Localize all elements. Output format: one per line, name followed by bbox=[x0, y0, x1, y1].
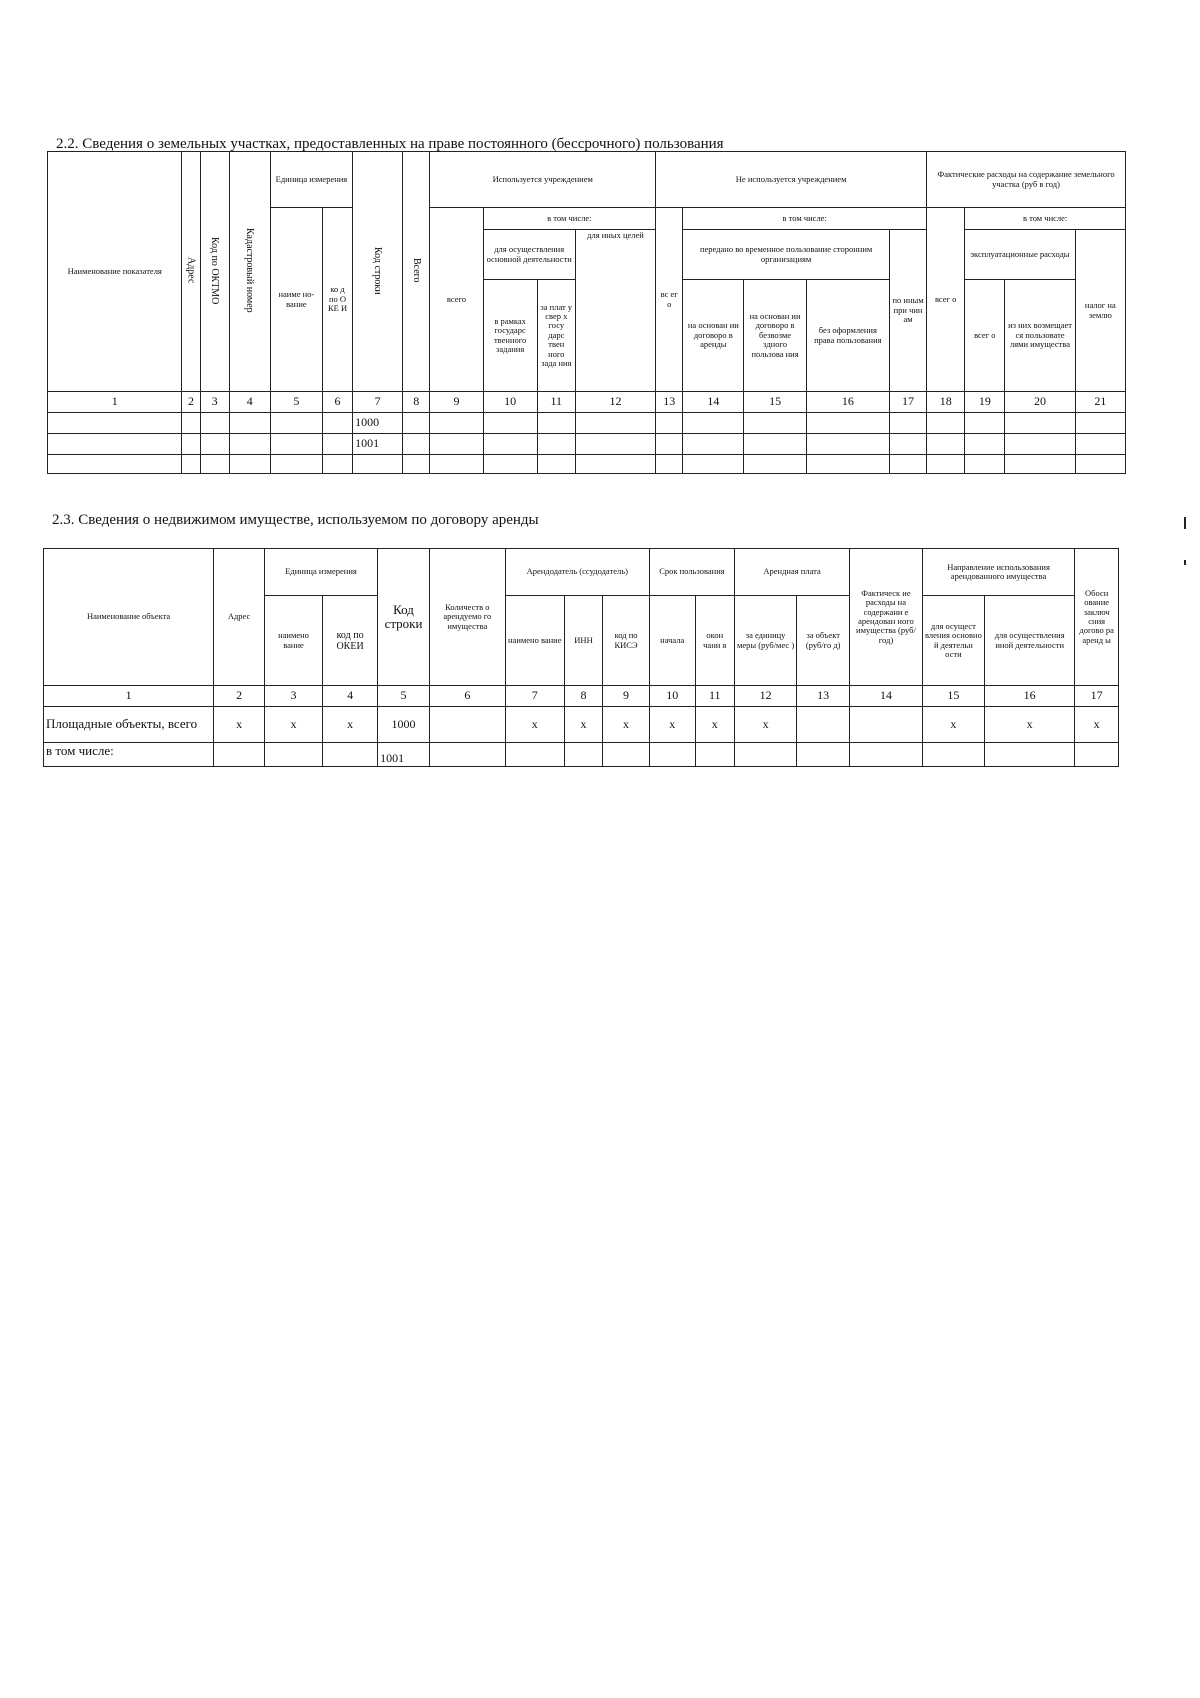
column-number: 13 bbox=[797, 686, 850, 707]
column-number: 16 bbox=[806, 392, 889, 413]
header-row-code: Код строки bbox=[372, 246, 384, 295]
row-total-name: Площадные объекты, всего bbox=[44, 707, 214, 743]
row-total-unit-name: x bbox=[264, 707, 322, 743]
header-exp-op-total: всег о bbox=[965, 280, 1005, 392]
scan-mark bbox=[1184, 517, 1186, 529]
table-row-total bbox=[44, 707, 1119, 743]
column-number: 5 bbox=[270, 392, 322, 413]
header-not-used: Не используется учреждением bbox=[656, 152, 927, 208]
header-notused-other: по иным при чин ам bbox=[889, 230, 926, 392]
column-number: 9 bbox=[603, 686, 650, 707]
header-address: Адрес bbox=[214, 549, 265, 686]
column-number: 1 bbox=[44, 686, 214, 707]
header-expenses: Фактические расходы на содержание земельного участка (руб в год) bbox=[927, 152, 1126, 208]
header-unit-okei: код по ОКЕИ bbox=[323, 596, 378, 686]
row-total-start: x bbox=[649, 707, 695, 743]
column-number: 14 bbox=[850, 686, 923, 707]
column-number: 4 bbox=[229, 392, 270, 413]
column-number: 3 bbox=[264, 686, 322, 707]
column-number: 6 bbox=[322, 392, 352, 413]
column-number-row bbox=[44, 686, 1119, 707]
header-used-main: для осуществления основной деятельности bbox=[483, 230, 575, 280]
section-2-2-title: 2.2. Сведения о земельных участках, предоставленных на праве постоянного (бессрочного) пользования bbox=[56, 136, 724, 152]
column-number: 19 bbox=[965, 392, 1005, 413]
column-number: 21 bbox=[1075, 392, 1125, 413]
header-term-start: начала bbox=[649, 596, 695, 686]
column-number: 5 bbox=[378, 686, 430, 707]
header-notused-transfer: передано во временное пользование сторонним организациям bbox=[683, 230, 890, 280]
header-lessor-name: наимено вание bbox=[505, 596, 564, 686]
header-rent: Арендная плата bbox=[734, 549, 849, 596]
header-rent-object: за объект (руб/го д) bbox=[797, 596, 850, 686]
header-lessor: Арендодатель (ссудодатель) bbox=[505, 549, 649, 596]
row-incl-name: в том числе: bbox=[44, 743, 214, 767]
table-row bbox=[48, 434, 1126, 455]
column-number: 2 bbox=[214, 686, 265, 707]
column-number: 9 bbox=[430, 392, 483, 413]
table-row bbox=[48, 455, 1126, 474]
header-unit: Единица измерения bbox=[264, 549, 377, 596]
column-number: 13 bbox=[656, 392, 683, 413]
column-number: 3 bbox=[200, 392, 229, 413]
header-actual-expenses: Фактическ ие расходы на содержани е арендован ного имущества (руб/год) bbox=[850, 549, 923, 686]
table-row-incl bbox=[44, 743, 1119, 767]
header-lessor-kise: код по КИСЭ bbox=[603, 596, 650, 686]
header-cadastral: Кадастровый номер bbox=[244, 228, 256, 313]
row-total-justification: x bbox=[1075, 707, 1119, 743]
row-total-inn: x bbox=[564, 707, 602, 743]
column-number: 10 bbox=[483, 392, 537, 413]
header-used-incl: в том числе: bbox=[483, 208, 656, 230]
row-total-unit-okei: x bbox=[323, 707, 378, 743]
leased-property-table bbox=[43, 548, 1119, 767]
header-name: Наименование показателя bbox=[48, 152, 182, 392]
header-exp-landtax: налог на землю bbox=[1075, 230, 1125, 392]
column-number: 7 bbox=[505, 686, 564, 707]
row-total-address: x bbox=[214, 707, 265, 743]
column-number: 2 bbox=[182, 392, 200, 413]
header-direction: Направление использования арендованного имущества bbox=[922, 549, 1075, 596]
column-number: 15 bbox=[922, 686, 984, 707]
header-exp-operating: эксплуатационные расходы bbox=[965, 230, 1075, 280]
header-used-paid: за плат у свер х госу дарс твен ного зада ния bbox=[537, 280, 575, 392]
section-2-3-title: 2.3. Сведения о недвижимом имуществе, используемом по договору аренды bbox=[52, 512, 539, 528]
header-term-end: окон чани я bbox=[695, 596, 734, 686]
header-dir-other: для осуществления иной деятельности bbox=[985, 596, 1075, 686]
row-code: 1000 bbox=[353, 413, 403, 434]
column-number: 14 bbox=[683, 392, 744, 413]
row-total-lessor-name: x bbox=[505, 707, 564, 743]
header-address: Адрес bbox=[185, 257, 197, 284]
column-number: 17 bbox=[889, 392, 926, 413]
row-total-end: x bbox=[695, 707, 734, 743]
header-notused-noformal: без оформления права пользования bbox=[806, 280, 889, 392]
column-number: 11 bbox=[537, 392, 575, 413]
header-exp-incl: в том числе: bbox=[965, 208, 1126, 230]
row-total-dir-main: x bbox=[922, 707, 984, 743]
column-number: 12 bbox=[575, 392, 655, 413]
column-number: 11 bbox=[695, 686, 734, 707]
header-used-other: для иных целей bbox=[575, 230, 655, 392]
header-total: Всего bbox=[410, 258, 422, 283]
header-lessor-inn: ИНН bbox=[564, 596, 602, 686]
table-row bbox=[48, 413, 1126, 434]
header-exp-total: всег о bbox=[927, 208, 965, 392]
row-total-code: 1000 bbox=[378, 707, 430, 743]
column-number: 20 bbox=[1005, 392, 1075, 413]
column-number: 6 bbox=[429, 686, 505, 707]
header-quantity: Количеств о арендуемо го имущества bbox=[429, 549, 505, 686]
column-number: 8 bbox=[564, 686, 602, 707]
column-number: 4 bbox=[323, 686, 378, 707]
header-object-name: Наименование объекта bbox=[44, 549, 214, 686]
header-unit-name: наиме но-вание bbox=[270, 208, 322, 392]
header-notused-total: вс ег о bbox=[656, 208, 683, 392]
header-notused-free: на основан ии договоро в безвозме здного пользова ния bbox=[744, 280, 806, 392]
column-number-row bbox=[48, 392, 1126, 413]
header-row-code: Код строки bbox=[378, 549, 430, 686]
column-number: 10 bbox=[649, 686, 695, 707]
header-notused-incl: в том числе: bbox=[683, 208, 927, 230]
header-used: Используется учреждением bbox=[430, 152, 656, 208]
header-unit-okei: ко д по О КЕ И bbox=[322, 208, 352, 392]
column-number: 12 bbox=[734, 686, 796, 707]
header-term: Срок пользования bbox=[649, 549, 734, 596]
header-used-total: всего bbox=[430, 208, 483, 392]
header-justification: Обосн ование заключ сния догово ра аренд ы bbox=[1075, 549, 1119, 686]
column-number: 1 bbox=[48, 392, 182, 413]
column-number: 8 bbox=[403, 392, 430, 413]
row-total-dir-other: x bbox=[985, 707, 1075, 743]
column-number: 7 bbox=[353, 392, 403, 413]
row-total-kise: x bbox=[603, 707, 650, 743]
column-number: 16 bbox=[985, 686, 1075, 707]
land-plots-table bbox=[47, 151, 1126, 474]
header-unit: Единица измерения bbox=[270, 152, 352, 208]
header-exp-reimbursed: из них возмещает ся пользовате лями имущества bbox=[1005, 280, 1075, 392]
column-number: 15 bbox=[744, 392, 806, 413]
column-number: 18 bbox=[927, 392, 965, 413]
header-dir-main: для осущест вления основно й деятельн ости bbox=[922, 596, 984, 686]
row-incl-code: 1001 bbox=[378, 743, 430, 767]
scan-mark bbox=[1184, 560, 1186, 565]
row-code: 1001 bbox=[353, 434, 403, 455]
header-notused-lease: на основан ии договоро в аренды bbox=[683, 280, 744, 392]
header-oktmo: Код по ОКТМО bbox=[209, 236, 221, 304]
header-used-state-task: в рамках государс твенного задания bbox=[483, 280, 537, 392]
row-total-rent-unit: x bbox=[734, 707, 796, 743]
header-unit-name: наимено вание bbox=[264, 596, 322, 686]
header-rent-unit: за единицу меры (руб/мес ) bbox=[734, 596, 796, 686]
column-number: 17 bbox=[1075, 686, 1119, 707]
